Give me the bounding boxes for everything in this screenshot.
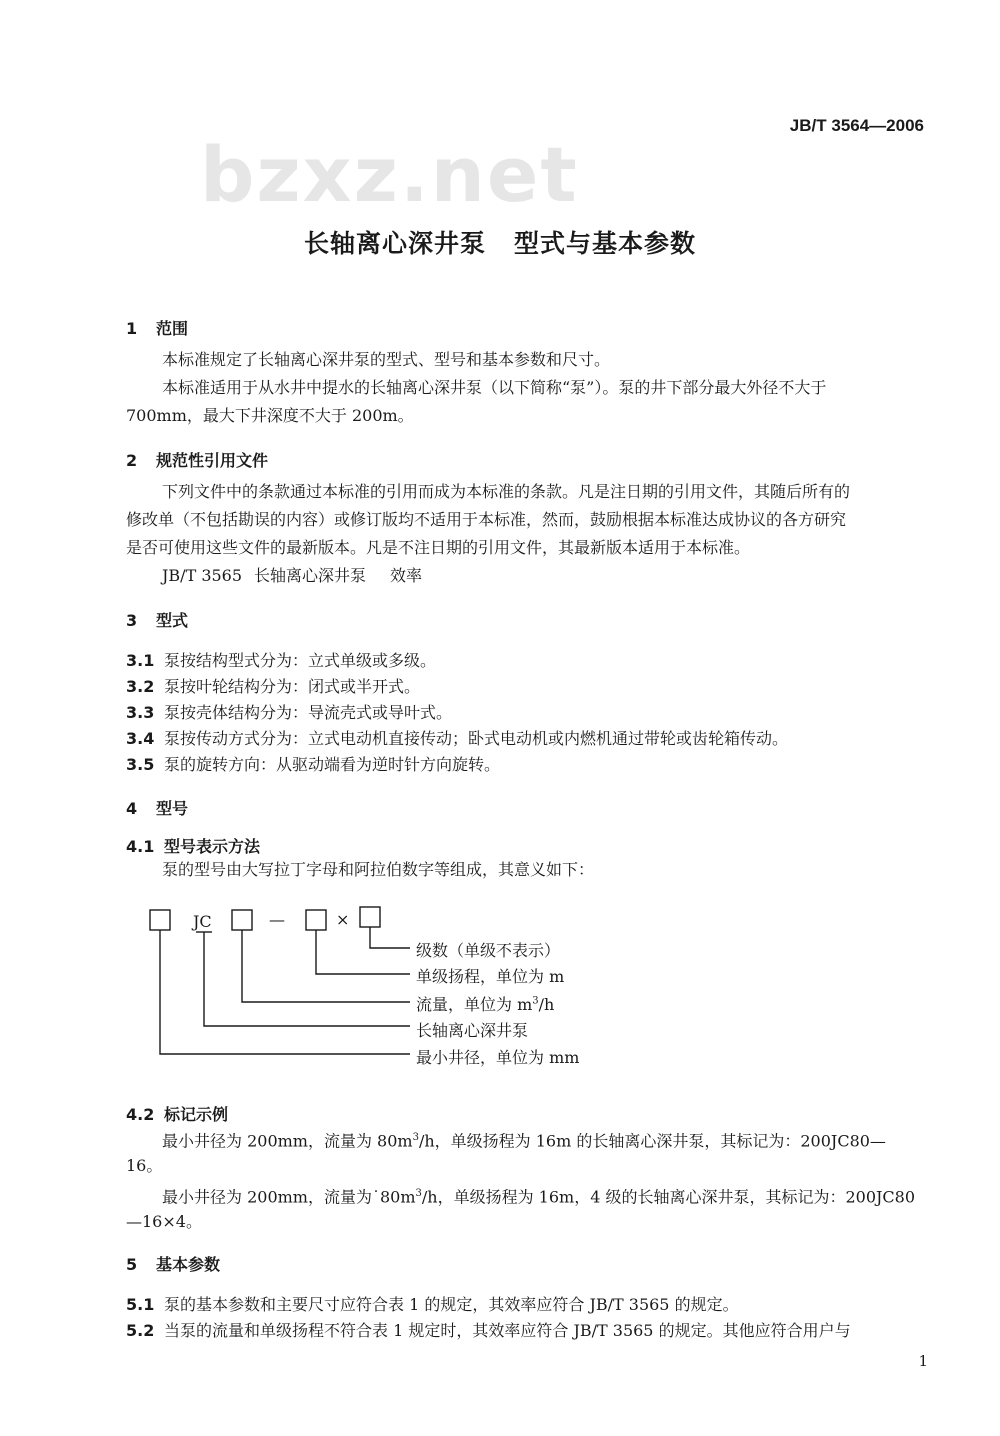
clause-4-2-heading: [126, 1102, 228, 1125]
section-1-number: 1: [126, 319, 138, 338]
section-1-title: 范围: [156, 319, 189, 338]
clause-text: 泵的基本参数和主要尺寸应符合表 1 的规定，其效率应符合 JB/T 3565 的规定。: [164, 1295, 739, 1314]
section-2-number: 2: [126, 451, 138, 470]
type-code: JC: [193, 912, 212, 931]
clause-5-2: [126, 1318, 851, 1341]
clause-number: 3.4: [126, 729, 155, 748]
label-flow-unit: /h: [538, 995, 555, 1014]
clause-text: 当泵的流量和单级扬程不符合表 1 规定时，其效率应符合 JB/T 3565 的规定。其他应符合用户与: [164, 1321, 851, 1340]
watermark: bzxz.net: [200, 130, 579, 219]
label-head: 单级扬程，单位为 m: [416, 967, 565, 986]
example-1-superscript: 3: [412, 1132, 419, 1143]
title-part-1: 长轴离心深井泵: [303, 229, 486, 258]
title-part-2: 型式与基本参数: [514, 229, 697, 258]
clause-number: 4.1: [126, 837, 155, 856]
model-designation-diagram: [140, 900, 640, 1080]
clause-title: 标记示例: [164, 1105, 229, 1124]
label-flow-superscript: 3: [532, 995, 539, 1007]
clause-number: 3.1: [126, 651, 155, 670]
label-flow-text: 流量，单位为 m: [416, 995, 533, 1014]
clause-text: 泵按传动方式分为：立式电动机直接传动；卧式电动机或内燃机通过带轮或齿轮箱传动。: [164, 729, 789, 748]
clause-text: 泵按叶轮结构分为：闭式或半开式。: [164, 677, 421, 696]
section-1-para-2-line-2: 700mm，最大下井深度不大于 200m。: [126, 406, 414, 425]
section-1-para-1: 本标准规定了长轴离心深井泵的型式、型号和基本参数和尺寸。: [162, 350, 611, 369]
section-1-para-2-line-1: 本标准适用于从水井中提水的长轴离心深井泵（以下简称“泵”）。泵的井下部分最大外径不大于: [162, 378, 827, 397]
section-3-number: 3: [126, 611, 138, 630]
standard-number: JB/T 3564—2006: [789, 116, 924, 135]
label-type: 长轴离心深井泵: [416, 1021, 529, 1040]
clause-3-5: [126, 752, 500, 775]
clause-3-3: [126, 700, 452, 723]
clause-text: 泵的旋转方向：从驱动端看为逆时针方向旋转。: [164, 755, 501, 774]
page-title: [0, 224, 1000, 260]
times-symbol: ×: [336, 910, 350, 929]
box-stages: [360, 907, 380, 927]
page-number: 1: [918, 1352, 928, 1370]
leader-flow: [242, 930, 410, 1002]
section-1-heading: [126, 316, 188, 339]
section-3-title: 型式: [156, 611, 189, 630]
clause-3-4: [126, 726, 788, 749]
example-2-line-1: [162, 1180, 915, 1211]
example-1-text: 最小井径为 200mm，流量为 80m: [162, 1131, 413, 1151]
reference-title: 长轴离心深井泵: [254, 566, 367, 585]
example-2-text-cont: /h，单级扬程为 16m，4 级的长轴离心深井泵，其标记为：200JC80: [421, 1187, 916, 1207]
section-2-line-2: 修改单（不包括勘误的内容）或修订版均不适用于本标准，然而，鼓励根据本标准达成协议的各方研究: [126, 510, 847, 529]
section-5-heading: [126, 1252, 220, 1275]
clause-3-2: [126, 674, 420, 697]
normative-reference: [162, 562, 422, 590]
example-1-line-1: [162, 1124, 886, 1155]
section-3-heading: [126, 608, 188, 631]
clause-number: 3.3: [126, 703, 155, 722]
leader-type: [204, 932, 410, 1026]
clause-number: 5.1: [126, 1295, 155, 1314]
example-1-line-2: 16。: [126, 1156, 163, 1175]
box-head: [306, 910, 326, 930]
label-stages: 级数（单级不表示）: [416, 941, 561, 960]
clause-number: 5.2: [126, 1321, 155, 1340]
clause-4-1-heading: [126, 834, 260, 857]
clause-number: 3.2: [126, 677, 155, 696]
reference-code: JB/T 3565: [162, 566, 243, 585]
clause-number: 4.2: [126, 1105, 155, 1124]
label-flow: [416, 992, 554, 1015]
example-1-text-cont: /h，单级扬程为 16m 的长轴离心深井泵，其标记为：200JC80—: [418, 1131, 886, 1151]
clause-5-1: [126, 1292, 739, 1315]
reference-subject: 效率: [390, 566, 423, 585]
example-2-line-2: —16×4。: [126, 1212, 202, 1231]
example-2-superscript: 3: [415, 1188, 422, 1199]
clause-4-1-text: 泵的型号由大写拉丁字母和阿拉伯数字等组成，其意义如下：: [162, 860, 595, 879]
section-2-line-1: 下列文件中的条款通过本标准的引用而成为本标准的条款。凡是注日期的引用文件，其随后所有的: [162, 482, 851, 501]
section-2-heading: [126, 448, 268, 471]
section-2-line-3: 是否可使用这些文件的最新版本。凡是不注日期的引用文件，其最新版本适用于本标准。: [126, 538, 751, 557]
box-flow: [232, 910, 252, 930]
clause-text: 泵按结构型式分为：立式单级或多级。: [164, 651, 437, 670]
leader-stages: [370, 927, 410, 948]
section-5-title: 基本参数: [156, 1255, 221, 1274]
section-2-title: 规范性引用文件: [156, 451, 269, 470]
clause-text: 泵按壳体结构分为：导流壳式或导叶式。: [164, 703, 453, 722]
section-4-title: 型号: [156, 799, 189, 818]
leader-head: [316, 930, 410, 974]
example-2-text: 最小井径为 200mm，流量为˙80m: [162, 1187, 416, 1207]
section-4-number: 4: [126, 799, 138, 818]
dash-symbol: —: [269, 910, 285, 929]
box-min-bore: [150, 910, 170, 930]
clause-title: 型号表示方法: [164, 837, 261, 856]
clause-number: 3.5: [126, 755, 155, 774]
section-5-number: 5: [126, 1255, 138, 1274]
label-bore: 最小井径，单位为 mm: [416, 1048, 580, 1067]
clause-3-1: [126, 648, 436, 671]
section-4-heading: [126, 796, 188, 819]
